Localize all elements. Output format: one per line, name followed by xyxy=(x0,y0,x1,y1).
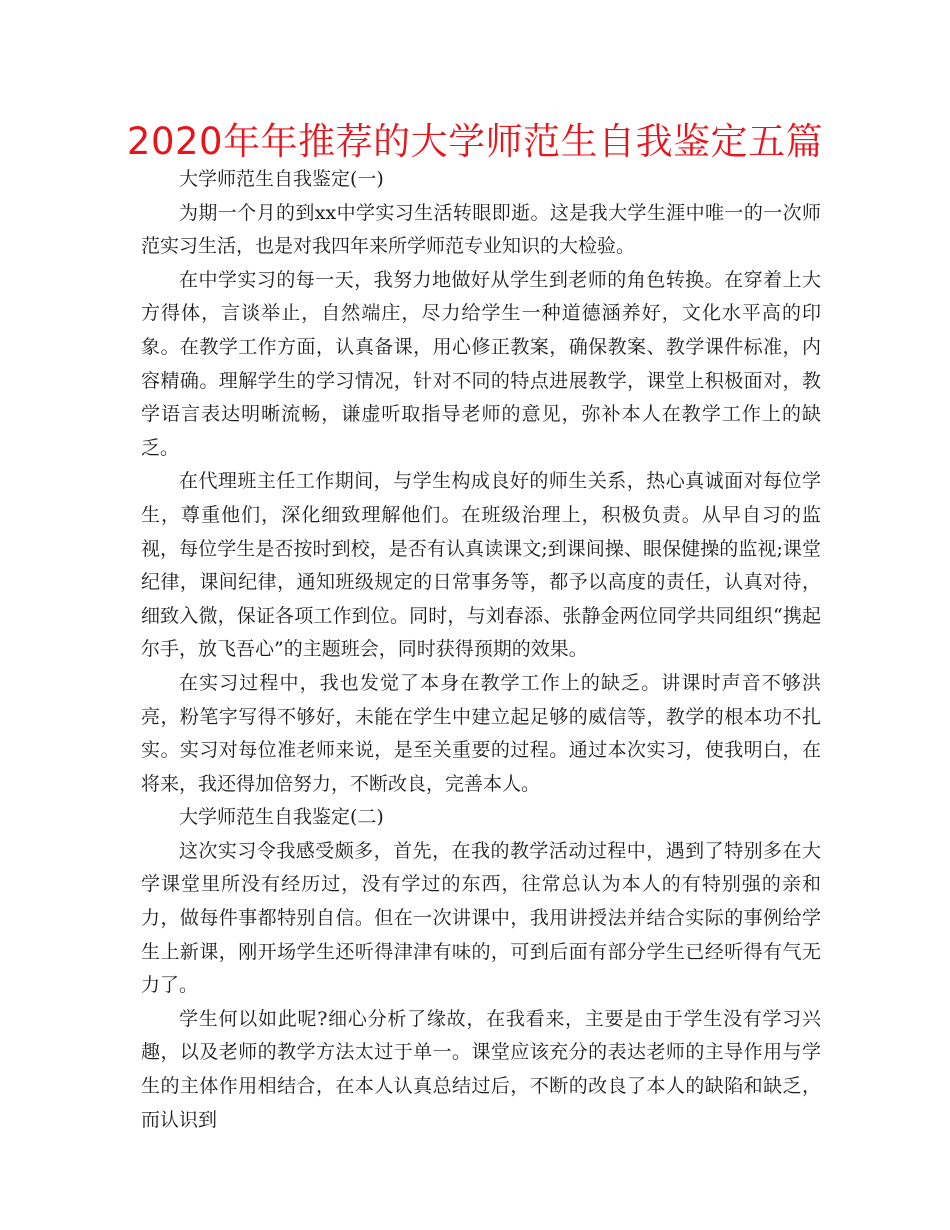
paragraph: 在中学实习的每一天，我努力地做好从学生到老师的角色转换。在穿着上大方得体，言谈举止，自然端庄，尽力给学生一种道德涵养好，文化水平高的印象。在教学工作方面，认真备课，用心修正教案，确保教案、教学课件标准，内容精确。理解学生的学习情况，针对不同的特点进展教学，课堂上积极面对，教学语言表达明晰流畅，谦虚听取指导老师的意见，弥补本人在教学工作上的缺乏。 xyxy=(141,268,821,459)
section-heading-2: 大学师范生自我鉴定(二) xyxy=(179,806,384,829)
document-title: 2020年年推荐的大学师范生自我鉴定五篇 xyxy=(126,120,824,163)
paragraph: 在代理班主任工作期间，与学生构成良好的师生关系，热心真诚面对每位学生，尊重他们，深化细致理解他们。在班级治理上，积极负责。从早自习的监视，每位学生是否按时到校，是否有认真读课文;到课间操、眼保健操的监视;课堂纪律，课间纪律，通知班级规定的日常事务等，都予以高度的责任，认真对待，细致入微，保证各项工作到位。同时，与刘春添、张静金两位同学共同组织“携起尔手，放飞吾心”的主题班会，同时获得预期的效果。 xyxy=(141,470,821,661)
section-heading-1: 大学师范生自我鉴定(一) xyxy=(179,168,384,190)
paragraph: 这次实习令我感受颇多，首先，在我的教学活动过程中，遇到了特别多在大学课堂里所没有经历过，没有学过的东西，往常总认为本人的有特别强的亲和力，做每件事都特别自信。但在一次讲课中，我用讲授法并结合实际的事例给学生上新课，刚开场学生还听得津津有味的，可到后面有部分学生已经听得有气无力了。 xyxy=(141,839,821,997)
paragraph: 学生何以如此呢?细心分析了缘故，在我看来，主要是由于学生没有学习兴趣，以及老师的教学方法太过于单一。课堂应该充分的表达老师的主导作用与学生的主体作用相结合，在本人认真总结过后，不断的改良了本人的缺陷和缺乏，而认识到 xyxy=(141,1007,821,1131)
paragraph: 为期一个月的到xx中学实习生活转眼即逝。这是我大学生涯中唯一的一次师范实习生活，也是对我四年来所学师范专业知识的大检验。 xyxy=(141,201,821,258)
document-body xyxy=(141,163,821,1137)
paragraph: 在实习过程中，我也发觉了本身在教学工作上的缺乏。讲课时声音不够洪亮，粉笔字写得不够好，未能在学生中建立起足够的威信等，教学的根本功不扎实。实习对每位准老师来说，是至关重要的过程。通过本次实习，使我明白，在将来，我还得加倍努力，不断改良，完善本人。 xyxy=(141,671,821,795)
